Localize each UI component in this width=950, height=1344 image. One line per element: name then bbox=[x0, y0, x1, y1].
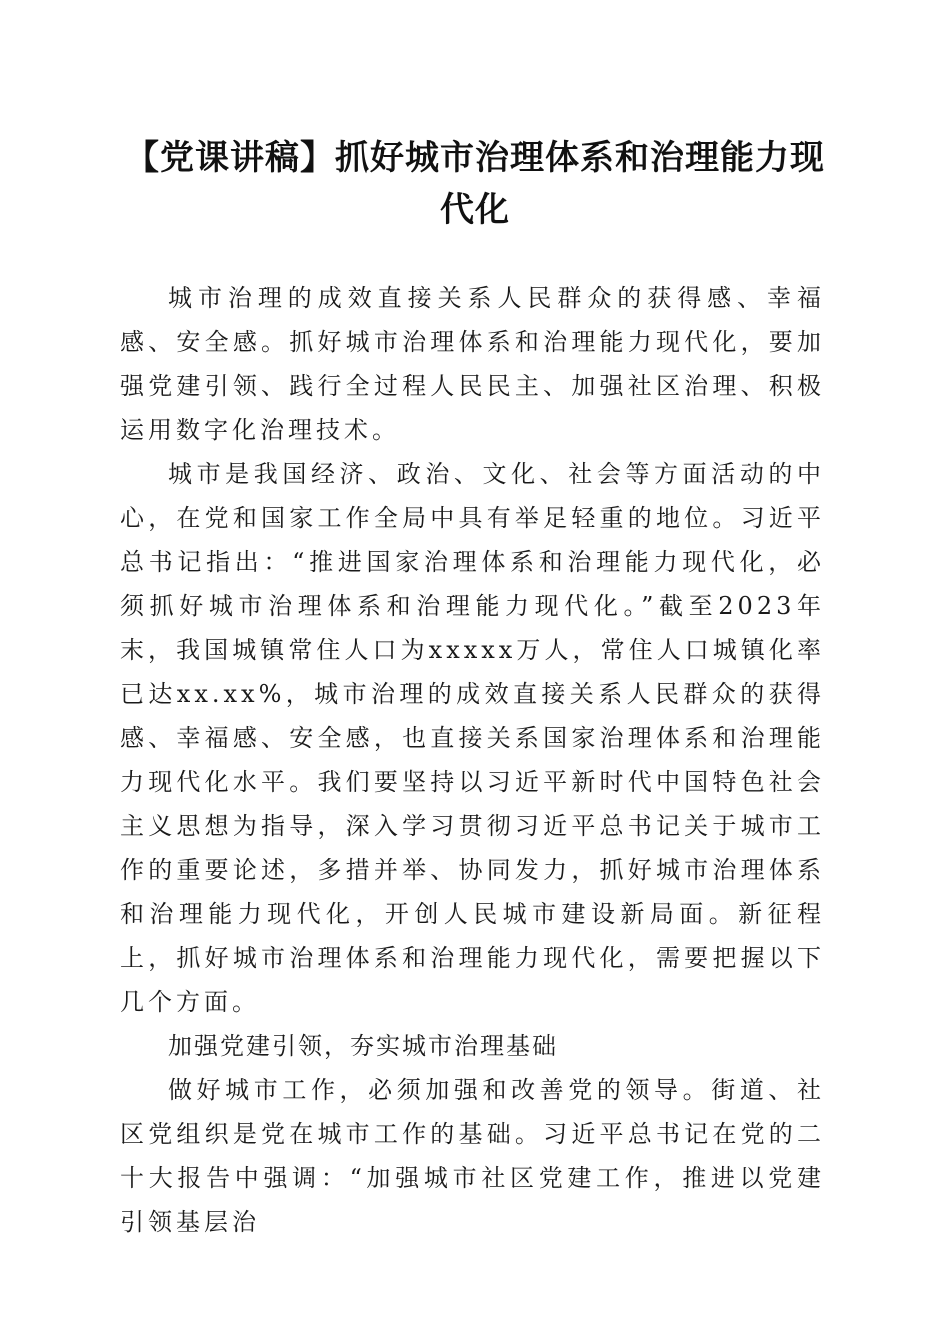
document-title: 【党课讲稿】抓好城市治理体系和治理能力现代化 bbox=[125, 138, 825, 230]
document-body bbox=[120, 276, 825, 1244]
paragraph-party-leadership: 做好城市工作，必须加强和改善党的领导。街道、社区党组织是党在城市工作的基础。习近平总书记在党的二十大报告中强调：“加强城市社区党建工作，推进以党建引领基层治 bbox=[120, 1076, 825, 1236]
section-heading: 加强党建引领，夯实城市治理基础 bbox=[168, 1032, 558, 1060]
paragraph-intro: 城市治理的成效直接关系人民群众的获得感、幸福感、安全感。抓好城市治理体系和治理能力现代化，要加强党建引领、践行全过程人民民主、加强社区治理、积极运用数字化治理技术。 bbox=[120, 284, 825, 444]
paragraph-background: 城市是我国经济、政治、文化、社会等方面活动的中心，在党和国家工作全局中具有举足轻重的地位。习近平总书记指出：“推进国家治理体系和治理能力现代化，必须抓好城市治理体系和治理能力现代化。”截至2023年末，我国城镇常住人口为xxxxx万人，常住人口城镇化率已达xx.xx%，城市治理的成效直接关系人民群众的获得感、幸福感、安全感，也直接关系国家治理体系和治理能力现代化水平。我们要坚持以习近平新时代中国特色社会主义思想为指导，深入学习贯彻习近平总书记关于城市工作的重要论述，多措并举、协同发力，抓好城市治理体系和治理能力现代化，开创人民城市建设新局面。新征程上，抓好城市治理体系和治理能力现代化，需要把握以下几个方面。 bbox=[120, 460, 825, 1016]
